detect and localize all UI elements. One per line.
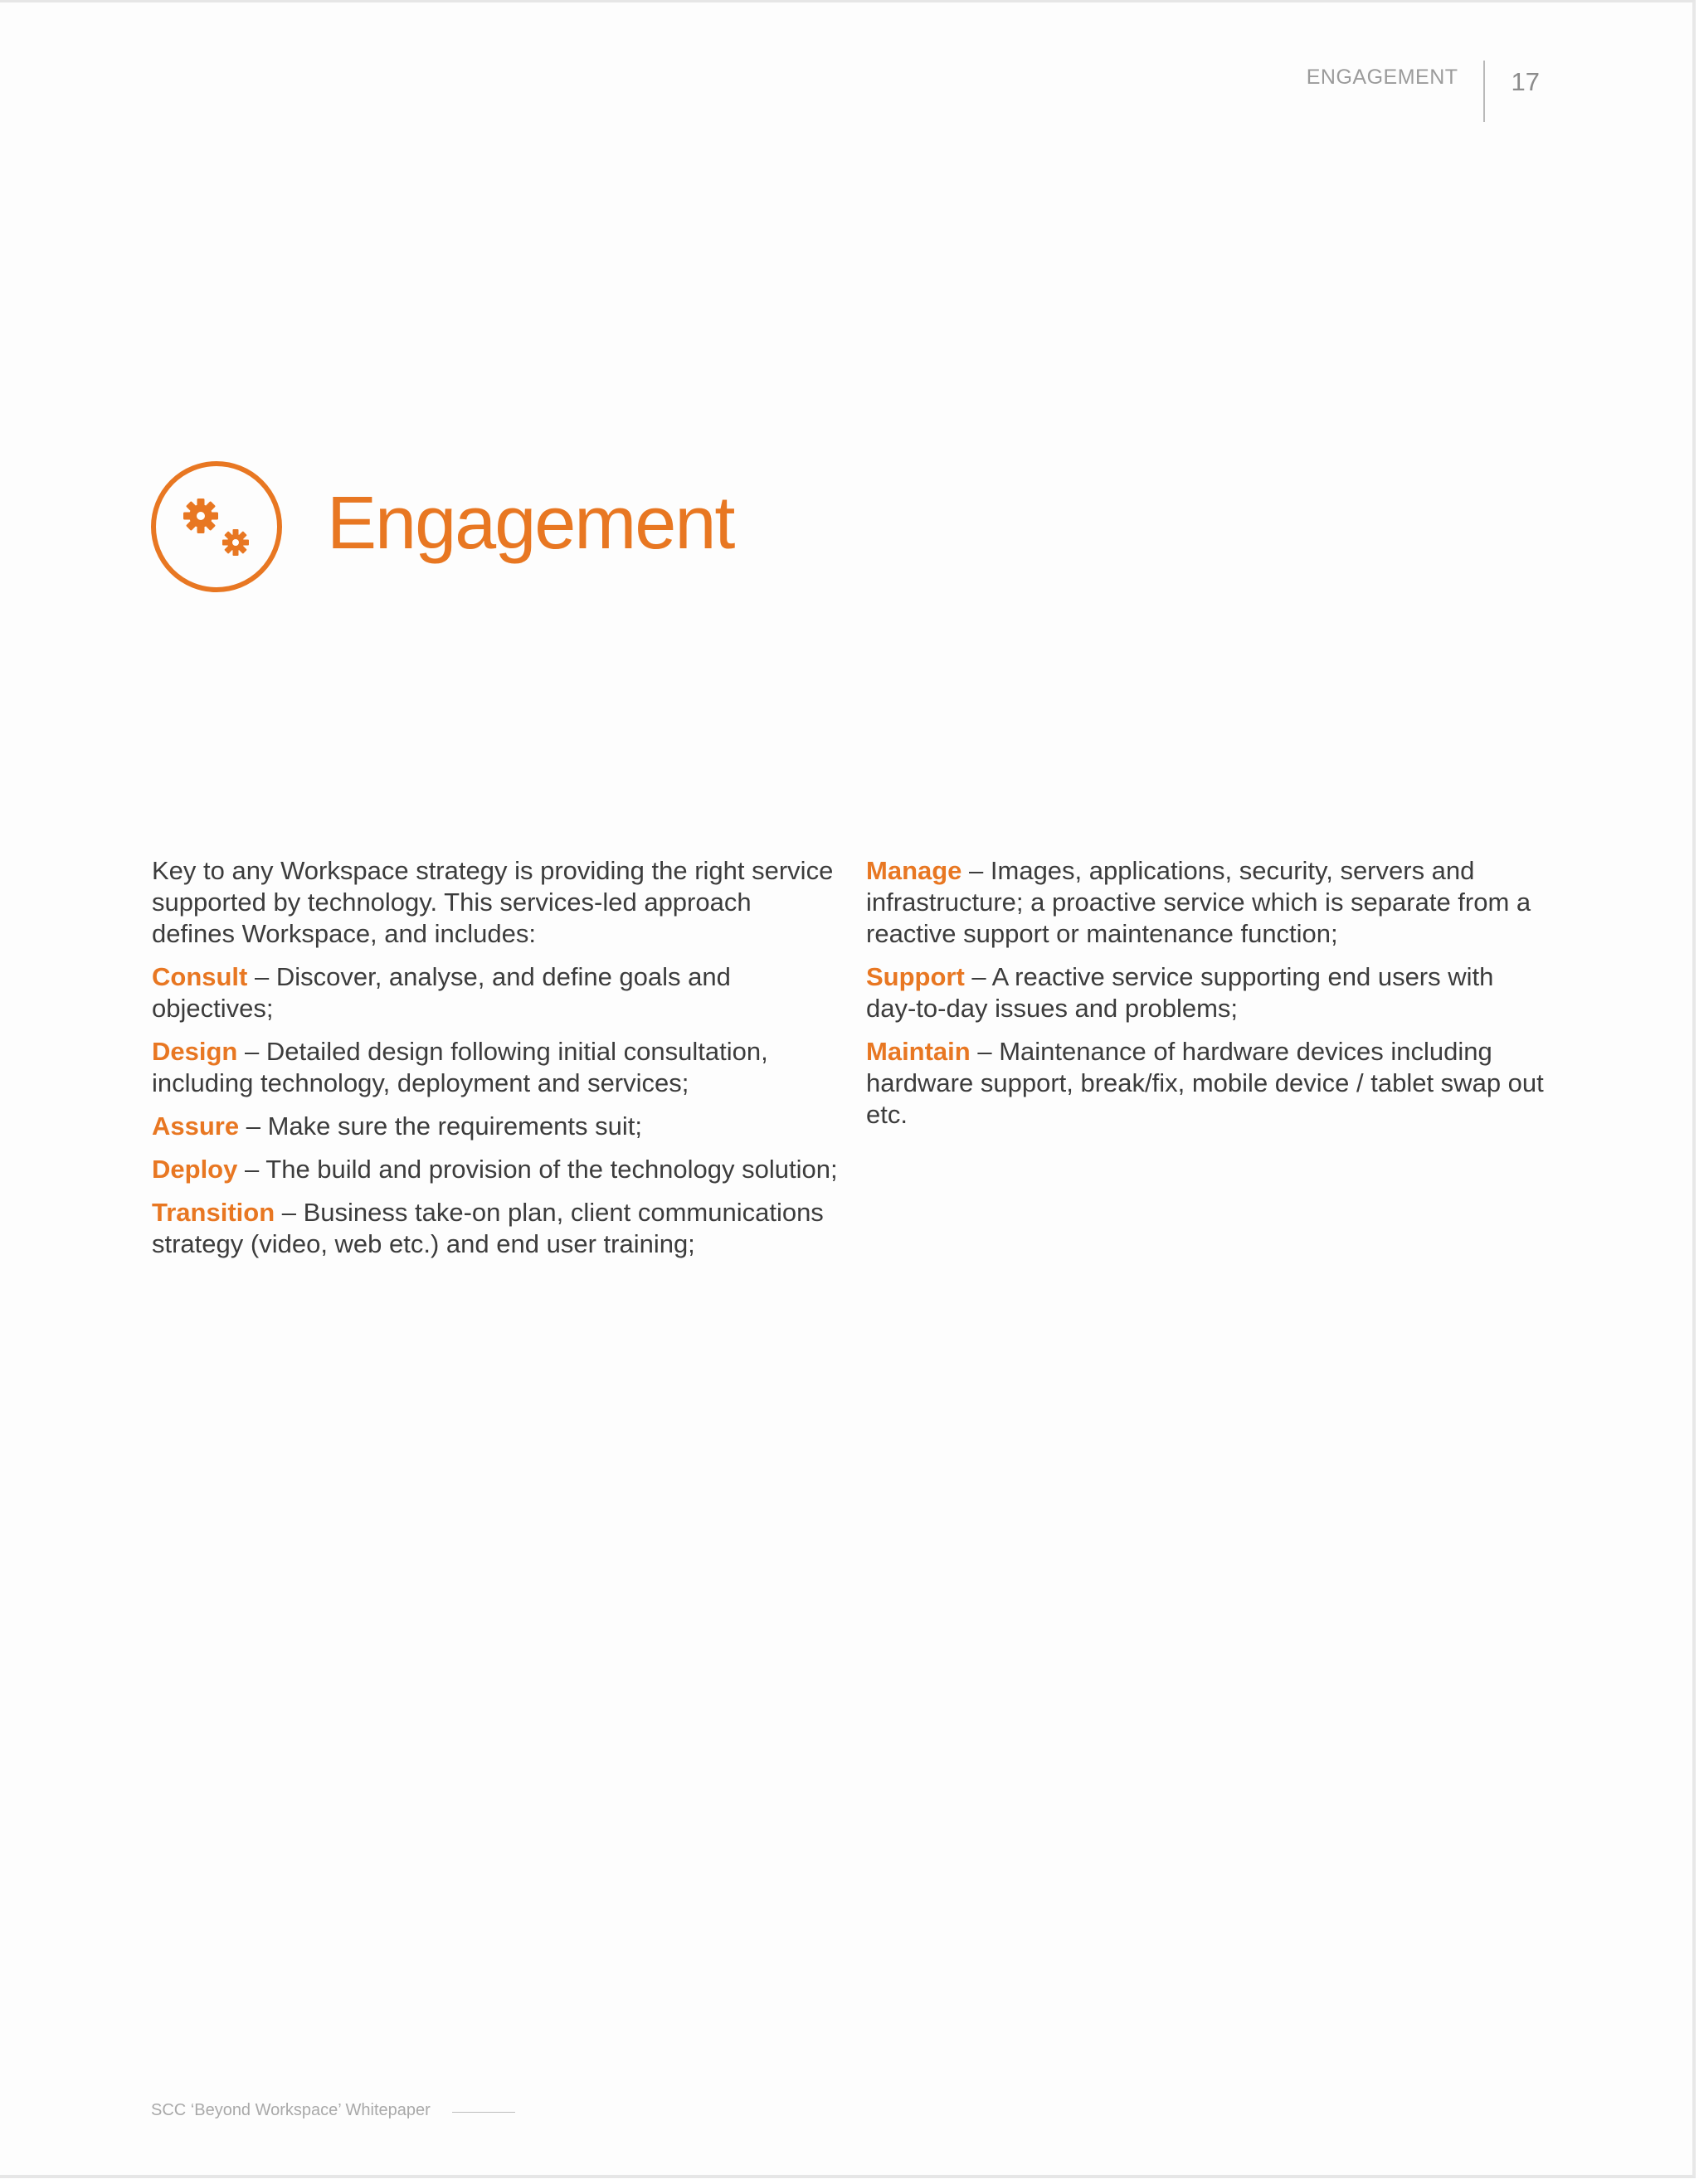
service-term: Assure	[152, 1111, 240, 1141]
service-item	[866, 855, 1546, 950]
running-header	[1307, 61, 1540, 122]
service-item	[152, 1111, 840, 1142]
service-term: Consult	[152, 962, 248, 991]
service-item	[866, 961, 1546, 1024]
service-description: – The build and provision of the technology solution;	[237, 1155, 838, 1184]
service-description: – Business take-on plan, client communications strategy (video, web etc.) and end user training;	[152, 1198, 824, 1258]
page-number: 17	[1511, 67, 1540, 96]
service-item	[866, 1036, 1546, 1131]
service-description: – A reactive service supporting end users with day-to-day issues and problems;	[866, 962, 1494, 1023]
service-item	[152, 1036, 840, 1099]
service-term: Support	[866, 962, 965, 991]
service-term: Transition	[152, 1198, 275, 1227]
service-item	[152, 1154, 840, 1185]
service-term: Deploy	[152, 1155, 238, 1184]
service-term: Design	[152, 1037, 238, 1066]
title-block	[149, 460, 733, 594]
service-item	[152, 961, 840, 1024]
service-term: Maintain	[866, 1037, 971, 1066]
service-description: – Make sure the requirements suit;	[239, 1111, 642, 1141]
gears-icon	[149, 460, 284, 594]
service-item	[152, 1197, 840, 1260]
intro-paragraph: Key to any Workspace strategy is providing the right service supported by technology. This services-led approach defines Workspace, and includes:	[152, 856, 834, 948]
service-description: – Images, applications, security, servers and infrastructure; a proactive service which is separate from a reactive support or maintenance function;	[866, 856, 1531, 948]
service-term: Manage	[866, 856, 962, 885]
section-label: ENGAGEMENT	[1306, 66, 1458, 89]
service-description: – Maintenance of hardware devices including hardware support, break/fix, mobile device / tablet swap out etc.	[866, 1037, 1544, 1129]
page-title: Engagement	[327, 481, 734, 565]
service-description: – Discover, analyse, and define goals and objectives;	[152, 962, 731, 1023]
right-column	[866, 855, 1546, 1142]
service-description: – Detailed design following initial consultation, including technology, deployment and services;	[152, 1037, 768, 1097]
page-footer	[151, 2101, 515, 2120]
left-column	[152, 855, 840, 1272]
footer-rule	[452, 2112, 515, 2113]
footer-text: SCC ‘Beyond Workspace’ Whitepaper	[151, 2101, 431, 2119]
